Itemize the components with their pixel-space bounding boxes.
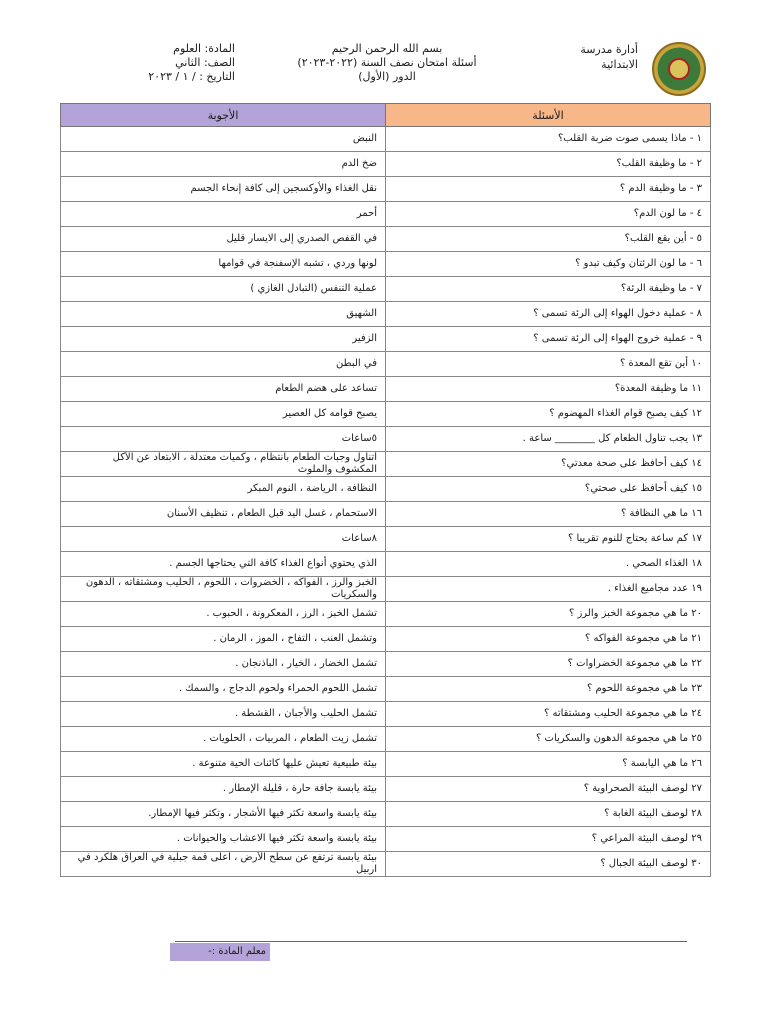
answer-cell: لونها وردي ، تشبه الإسفنجة في قوامها xyxy=(61,252,386,277)
answer-cell: تشمل الحليب والأجبان ، القشطة . xyxy=(61,702,386,727)
table-row xyxy=(61,277,711,302)
table-row xyxy=(61,627,711,652)
table-row xyxy=(61,327,711,352)
table-body xyxy=(61,127,711,877)
question-cell: ١٤ كيف أحافظ على صحة معدتي؟ xyxy=(386,452,711,477)
question-cell: ٤ - ما لون الدم؟ xyxy=(386,202,711,227)
question-cell: ١٧ كم ساعة يحتاج للنوم تقريبا ؟ xyxy=(386,527,711,552)
question-cell: ٢٧ لوصف البيئة الصحراوية ؟ xyxy=(386,777,711,802)
answer-cell: بيئة يابسة واسعة تكثر فيها الأشجار ، وتكثر فيها الإمطار. xyxy=(61,802,386,827)
answer-cell: الشهيق xyxy=(61,302,386,327)
table-row xyxy=(61,127,711,152)
grade-label: الصف: الثاني xyxy=(175,56,235,69)
teacher-label: معلم المادة :- xyxy=(170,943,270,961)
answer-cell: أحمر xyxy=(61,202,386,227)
table-row xyxy=(61,602,711,627)
question-cell: ٢٠ ما هي مجموعة الخبز والرز ؟ xyxy=(386,602,711,627)
answer-cell: ٨ساعات xyxy=(61,527,386,552)
table-row xyxy=(61,302,711,327)
exam-meta xyxy=(100,42,235,84)
table-row xyxy=(61,177,711,202)
basmala: بسم الله الرحمن الرحيم xyxy=(331,42,443,55)
table-row xyxy=(61,477,711,502)
exam-title: أسئلة امتحان نصف السنة (٢٠٢٢-٢٠٢٣) xyxy=(297,56,477,69)
question-cell: ٢٥ ما هي مجموعة الدهون والسكريات ؟ xyxy=(386,727,711,752)
answer-cell: وتشمل العنب ، التفاح ، الموز ، الرمان . xyxy=(61,627,386,652)
answer-cell: عملية التنفس (التبادل الغازي ) xyxy=(61,277,386,302)
answer-cell: النبض xyxy=(61,127,386,152)
table-row xyxy=(61,727,711,752)
question-cell: ١٨ الغذاء الصحي . xyxy=(386,552,711,577)
table-row xyxy=(61,652,711,677)
answers-column-header: الأجوبة xyxy=(61,104,386,127)
questions-answers-table xyxy=(60,103,711,877)
questions-column-header: الأسئلة xyxy=(386,104,711,127)
question-cell: ١١ ما وظيفة المعدة؟ xyxy=(386,377,711,402)
table-row xyxy=(61,677,711,702)
answer-cell: الزفير xyxy=(61,327,386,352)
question-cell: ٢٤ ما هي مجموعة الحليب ومشتقاته ؟ xyxy=(386,702,711,727)
answer-cell: نقل الغذاء والأوكسجين إلى كافة إنحاء الجسم xyxy=(61,177,386,202)
table-row xyxy=(61,702,711,727)
answer-cell: بيئة يابسة ترتفع عن سطح الأرض ، أعلى قمة جبلية في العراق هلكرد في اربيل xyxy=(61,852,386,877)
answer-cell: تساعد على هضم الطعام xyxy=(61,377,386,402)
table-row xyxy=(61,752,711,777)
table-row xyxy=(61,402,711,427)
table-row xyxy=(61,252,711,277)
question-cell: ١ - ماذا يسمى صوت ضربة القلب؟ xyxy=(386,127,711,152)
subject-label: المادة: العلوم xyxy=(173,42,235,55)
answer-cell: في القفص الصدري إلى الايسار قليل xyxy=(61,227,386,252)
answer-cell: بيئة طبيعية تعيش عليها كائنات الحية متنوعة . xyxy=(61,752,386,777)
question-cell: ٩ - عملية خروج الهواء إلى الرئة تسمى ؟ xyxy=(386,327,711,352)
question-cell: ٢٩ لوصف البيئة المراعي ؟ xyxy=(386,827,711,852)
question-cell: ١٠ أين تقع المعدة ؟ xyxy=(386,352,711,377)
question-cell: ١٥ كيف أحافظ على صحتي؟ xyxy=(386,477,711,502)
question-cell: ٧ - ما وظيفة الرئة؟ xyxy=(386,277,711,302)
question-cell: ٢٦ ما هي اليابسة ؟ xyxy=(386,752,711,777)
table-row xyxy=(61,452,711,477)
answer-cell: النظافة ، الرياضة ، النوم المبكر xyxy=(61,477,386,502)
question-cell: ٢٨ لوصف البيئة الغابة ؟ xyxy=(386,802,711,827)
table-row xyxy=(61,227,711,252)
question-cell: ٥ - أين يقع القلب؟ xyxy=(386,227,711,252)
table-row xyxy=(61,377,711,402)
answer-cell: الاستحمام ، غسل اليد قبل الطعام ، تنظيف الأسنان xyxy=(61,502,386,527)
exam-round: الدور (الأول) xyxy=(358,70,416,83)
date-label: التاريخ : / ١ / ٢٠٢٣ xyxy=(148,70,235,83)
question-cell: ١٦ ما هي النظافة ؟ xyxy=(386,502,711,527)
school-info xyxy=(580,42,638,72)
footer-divider xyxy=(175,941,687,942)
table-row xyxy=(61,777,711,802)
answer-cell: تشمل زيت الطعام ، المربيات ، الحلويات . xyxy=(61,727,386,752)
answer-cell: أتناول وجبات الطعام بانتظام ، وكميات معتدلة ، الابتعاد عن الأكل المكشوف والملوث xyxy=(61,452,386,477)
school-emblem-icon xyxy=(652,42,706,96)
table-row xyxy=(61,202,711,227)
question-cell: ٢٢ ما هي مجموعة الخضراوات ؟ xyxy=(386,652,711,677)
table-row xyxy=(61,527,711,552)
question-cell: ٢١ ما هي مجموعة الفواكه ؟ xyxy=(386,627,711,652)
answer-cell: بيئة يابسة واسعة تكثر فيها الاعشاب والحيوانات . xyxy=(61,827,386,852)
table-row xyxy=(61,152,711,177)
answer-cell: يصبح قوامه كل العصير xyxy=(61,402,386,427)
question-cell: ٣٠ لوصف البيئة الجبال ؟ xyxy=(386,852,711,877)
answer-cell: تشمل اللحوم الحمراء ولحوم الدجاج ، والسمك . xyxy=(61,677,386,702)
question-cell: ٣ - ما وظيفة الدم ؟ xyxy=(386,177,711,202)
table-row xyxy=(61,502,711,527)
table-row xyxy=(61,577,711,602)
answer-cell: تشمل الخبز ، الرز ، المعكرونة ، الحبوب . xyxy=(61,602,386,627)
school-admin-label: أدارة مدرسة xyxy=(580,43,638,56)
table-row xyxy=(61,352,711,377)
answer-cell: الخبز والرز ، الفواكه ، الخضروات ، اللحوم ، الحليب ومشتقاته ، الدهون والسكريات xyxy=(61,577,386,602)
table-row xyxy=(61,427,711,452)
question-cell: ٦ - ما لون الرئتان وكيف تبدو ؟ xyxy=(386,252,711,277)
exam-title-block xyxy=(272,42,502,84)
table-header-row xyxy=(61,104,711,127)
table-row xyxy=(61,852,711,877)
question-cell: ١٣ يجب تناول الطعام كل ________ ساعة . xyxy=(386,427,711,452)
answer-cell: في البطن xyxy=(61,352,386,377)
question-cell: ٢ - ما وظيفة القلب؟ xyxy=(386,152,711,177)
table-row xyxy=(61,802,711,827)
table-row xyxy=(61,552,711,577)
question-cell: ١٩ عدد مجاميع الغذاء . xyxy=(386,577,711,602)
question-cell: ٨ - عملية دخول الهواء إلى الرئة تسمى ؟ xyxy=(386,302,711,327)
answer-cell: بيئة يابسة جافة حارة ، قليلة الإمطار . xyxy=(61,777,386,802)
answer-cell: ٥ساعات xyxy=(61,427,386,452)
answer-cell: تشمل الخضار ، الخيار ، الباذنجان . xyxy=(61,652,386,677)
answer-cell: ضخ الدم xyxy=(61,152,386,177)
table-row xyxy=(61,827,711,852)
question-cell: ١٢ كيف يصبح قوام الغذاء المهضوم ؟ xyxy=(386,402,711,427)
school-type-label: الابتدائية xyxy=(601,58,638,71)
answer-cell: الذي يحتوي أنواع الغذاء كافة التي يحتاجها الجسم . xyxy=(61,552,386,577)
question-cell: ٢٣ ما هي مجموعة اللحوم ؟ xyxy=(386,677,711,702)
